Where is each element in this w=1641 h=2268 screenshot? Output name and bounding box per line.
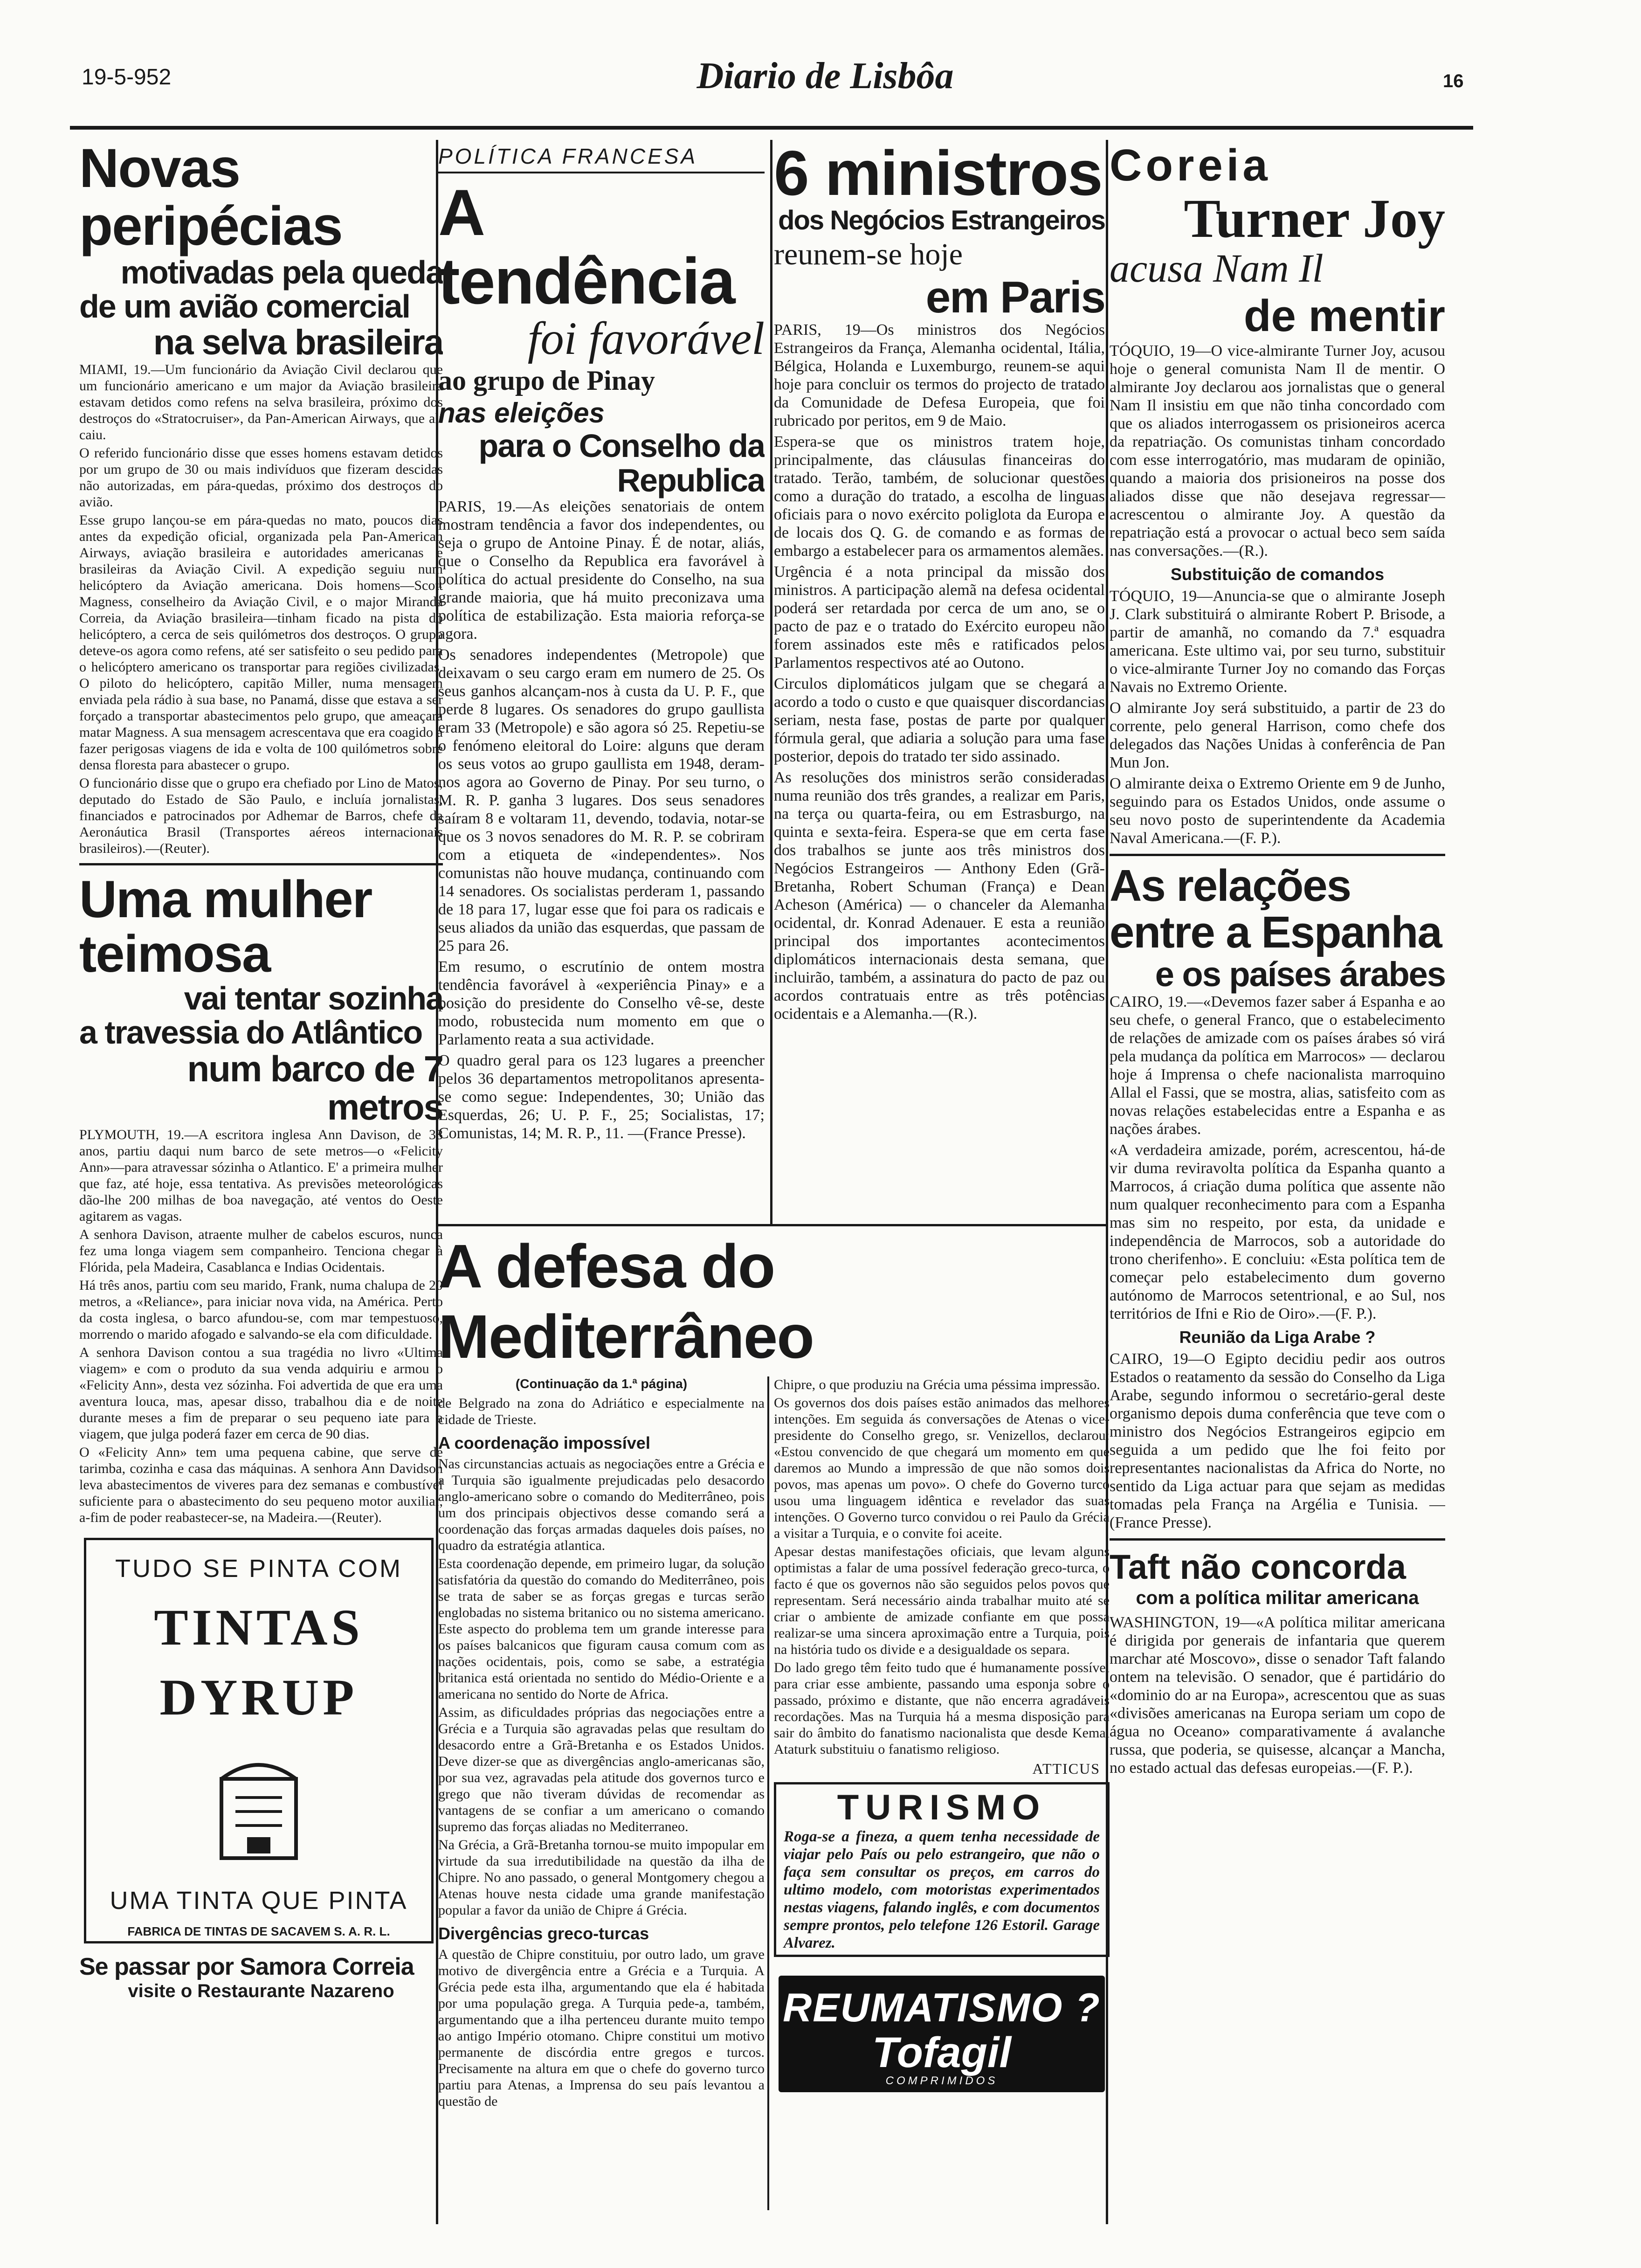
column-4 (1110, 140, 1445, 2224)
article-espanha-arabes (1110, 860, 1445, 1532)
ad-brand: Tofagil (872, 2029, 1012, 2076)
paragraph: O quadro geral para os 123 lugares a preencher pelos 36 departamentos metropolitanos apresenta-se como segue: Independentes, 30; União das Esquerdas, 26; U. P. F., 25; Socialistas, 17; Comunistas, 14; M. R. P., 11. —(France Presse). (438, 1052, 765, 1142)
headline: Novas peripécias (79, 140, 342, 257)
column-rule-2 (770, 140, 772, 1226)
headline-line: num barco de 7 metros (187, 1048, 443, 1127)
paragraph: Esse grupo lançou-se em pára-quedas no mato, poucos dias antes da expedição oficial, organizada pela Pan-American Airways, aviação brasileira e autoridades americanas e brasileiras da Aviação Civil. A expedição seguiu num helicóptero da Aviação americana. Dois homens—Scott Magness, conselheiro da Aviação Civil, e o major Miranda Correia, da Aviação brasileira—tinham ficado na pista do helicóptero, a cerca de seis quilómetros dos destroços. O grupo deteve-os agora como refens, até ser satisfeito o seu pedido para o helicóptero americano os transportar para regiões civilizadas. O piloto do helicóptero, capitão Miller, numa mensagem enviada pela rádio à sua base, no Panamá, disse que estava a ser forçado a transportar abastecimentos pelo grupo, que ameaçara matar Magness. A sua mensagem acrescentava que era coagido a fazer perigosas viagens de ida e volta de 100 quilómetros sobre densa floresta para abastecer o grupo. (79, 512, 443, 773)
paragraph: Apesar destas manifestações oficiais, que levam alguns optimistas a falar de uma possível federação greco-turca, o facto é que os governos não são seguidos pelos povos que representam. Será necessário ainda trabalhar muito até se criar o ambiente de amizade confiante em que possa realizar-se uma sincera aproximação entre a Turquia, pois na história tudo os divide e a desigualdade os separa. (774, 1544, 1110, 1657)
article-mulher-teimosa (79, 872, 443, 1526)
ad-tagline: TUDO SE PINTA COM (115, 1554, 403, 1583)
mediterraneo-right-column (774, 1376, 1110, 2210)
paragraph: Espera-se que os ministros tratem hoje, principalmente, das cláusulas financeiras do tratado. Terão, também, de solucionar questões como a duração do tratado, a escolha de linguas oficiais para o novo exército poliglota da Europa e de locais dos Q. G. de comando e as formas de embargo a estabelecer para os armamentos alemães. (774, 433, 1105, 560)
paragraph: Na Grécia, a Grã-Bretanha tornou-se muito impopular em virtude da sua irredutibilidade na questão da ilha de Chipre. No ano passado, o general Montgomery chegou a Atenas houve nesta cidade uma grande manifestação popular a favor da união de Chipre á Grécia. (438, 1837, 765, 1918)
headline-line: a travessia do Atlântico (79, 1014, 422, 1051)
section-rule (1110, 1538, 1445, 1541)
paragraph: O referido funcionário disse que esses homens estavam detidos por um grupo de 30 ou mais indivíduos que fizeram descidas não autorizadas, em pára-quedas, próximo dos destroços do avião. (79, 445, 443, 510)
paragraph: A senhora Davison contou a sua tragédia no livro «Ultima viagem» e com o produto da sua venda adquiriu e armou o «Felicity Ann», desta vez sózinha. Foi advertida de que era uma aventura louca, mas, apesar disso, trabalhou dia e de noite durante meses a fim de preparar o seu pequeno iate para a viagem, que julga poderá fazer em cerca de 90 dias. (79, 1344, 443, 1442)
paragraph: de Belgrado na zona do Adriático e especialmente na cidade de Trieste. (438, 1396, 765, 1427)
paragraph: As resoluções dos ministros serão consideradas numa reunião dos três grandes, a realizar em Paris, na terça ou quarta-feira, ou em Estrasburgo, na quinta e sexta-feira. Espera-se que em certa fase dos trabalhos se junte aos três ministros dos Negócios Estrangeiros — Anthony Eden (Grã-Bretanha, Robert Schuman (França) e Dean Acheson (América) — o chanceler da Alemanha ocidental, dr. Konrad Adenauer. E esta a reunião principal dos importantes acontecimentos diplomáticos internacionais desta semana, que incluirão, também, a assinatura do pacto de paz ou acordos contratuais entre as três potências ocidentais e a Alemanha.—(R.). (774, 769, 1105, 1023)
section-kicker: POLÍTICA FRANCESA (438, 144, 765, 173)
paragraph: Circulos diplomáticos julgam que se chegará a acordo a todo o custo e que quaisquer discordancias seriam, nesta fase, postas de parte por qualquer fórmula geral, que adiaria a solução para uma fase posterior, depois do tratado ter sido assinado. (774, 675, 1105, 766)
page-number: 16 (1443, 71, 1464, 91)
article-taft (1110, 1547, 1445, 1777)
paragraph: CAIRO, 19—O Egipto decidiu pedir aos outros Estados o reatamento da sessão do Conselho da Liga Arabe, segundo informou o secretário-geral deste organismo depois duma conferência que teve com o ministro dos Negócios Estrangeiros egipcio em seguida a um pedido que lhe foi feito por representantes nacionalistas da Africa do Norte, no sentido da Liga actuar para que sejam as medidas tomadas pela França na Argélia e Tunisia. — (France Presse). (1110, 1350, 1445, 1531)
article-coreia (1110, 140, 1445, 847)
restaurant-ad-line: Se passar por Samora Correia (79, 1953, 414, 1980)
masthead-rule (70, 126, 1473, 130)
headline-line: motivadas pela queda (120, 254, 443, 290)
ad-tintas-dyrup (84, 1538, 434, 1943)
ad-slogan: UMA TINTA QUE PINTA (110, 1886, 408, 1915)
column-3 (774, 140, 1105, 1226)
section-rule (1110, 854, 1445, 856)
subheading: A coordenação impossível (438, 1433, 650, 1452)
subheading: Divergências greco-turcas (438, 1924, 649, 1943)
headline-line: e os países árabes (1155, 955, 1445, 994)
issue-date: 19-5-952 (82, 65, 172, 90)
paragraph: O almirante Joy será substituido, a partir de 23 do corrente, pelo general Harrison, como chefe dos delegados das Nações Unidas à conferência de Pan Mun Jon. (1110, 699, 1445, 771)
ad-brand-line: DYRUP (159, 1668, 358, 1726)
section-label: Coreia (1110, 140, 1271, 190)
headline: A tendência (438, 176, 735, 318)
ad-subtitle: COMPRIMIDOS (885, 2074, 998, 2087)
paragraph: A senhora Davison, atraente mulher de cabelos escuros, nunca fez uma longa viagem sem companheiro. Tenciona chegar à Flórida, pela Madeira, Casablanca e Indias Ocidentais. (79, 1226, 443, 1275)
headline: As relações entre a Espanha (1110, 860, 1441, 958)
paragraph: Do lado grego têm feito tudo que é humanamente possível para criar esse ambiente, passando uma esponja sobre o passado, próximo e distante, que não encerra agradáveis recordações. Mas na Turquia há a mesma disposição para sair do âmbito do fanatismo nacionalista que desde Kemal Ataturk substituiu o fanatismo religioso. (774, 1660, 1110, 1757)
section-rule (438, 1224, 1107, 1226)
paragraph: Há três anos, partiu com seu marido, Frank, numa chalupa de 20 metros, a «Reliance», para iniciar nova vida, na América. Perto da costa inglesa, o barco afundou-se, com mar tempestuoso, morrendo o marido afogado e salvando-se ela com dificuldade. (79, 1277, 443, 1342)
paragraph: O almirante deixa o Extremo Oriente em 9 de Junho, seguindo para os Estados Unidos, onde assume o seu novo posto de superintendente da Academia Naval Americana.—(F. P.). (1110, 774, 1445, 847)
headline-line: vai tentar sozinha (184, 980, 443, 1016)
headline: A defesa do Mediterrâneo (438, 1232, 814, 1371)
headline: Uma mulher teimosa (79, 870, 372, 983)
ad-text: Roga-se a fineza, a quem tenha necessidade de viajar pelo País ou pelo estrangeiro, que não o faça sem consultar os preços, em carros do ultimo modelo, com motoristas experimentados nestas viagens, falando inglês, e com documentos sempre prontos, pelo telefone 126 Estoril. Garage Alvarez. (784, 1828, 1100, 1951)
paragraph: Os senadores independentes (Metropole) que deixavam o seu cargo eram em numero de 25. Os seus ganhos alcançam-nos à custa da U. P. F., que perde 8 lugares. Os senadores do grupo gaullista eram 33 (Metropole) e são agora só 25. Repetiu-se o fenómeno eleitoral do Loire: alguns que deram os seus votos ao grupo gaullista em 1948, deram-nos agora ao Governo de Pinay. Por seu turno, o M. R. P. ganha 3 lugares. Dos seus senadores saíram 8 e voltaram 11, devendo, todavia, notar-se que os 3 novos senadores do M. R. P. se cobriram com a etiqueta de «independentes». Nos comunistas não houve mudança, continuando com 14 senadores. Os socialistas perderam 1, passando de 18 para 17, lugar esse que foi para os radicais e seus aliados da união das esquerdas, que passam de 25 para 26. (438, 646, 765, 954)
headline-line: acusa Nam Il (1110, 246, 1324, 290)
paragraph: A questão de Chipre constituiu, por outro lado, um grave motivo de divergência entre a Grécia e a Turquia. A Grécia pede esta ilha, argumentando que ela é habitada por uma população grega. A Turquia pede-a, também, argumentando que a ilha pertenceu durante muito tempo ao antigo Império otomano. Chipre constitui um motivo permanente de discórdia entre gregos e turcos. Precisamente na altura em que o chefe do governo turco partiu para Atenas, a Imprensa do seu país levantou a questão de (438, 1947, 765, 2109)
paragraph: Os governos dos dois países estão animados das melhores intenções. Em seguida ás conversações de Atenas o vice-presidente do Conselho grego, sr. Venizellos, declarou: «Estou convencido de que chegará um momento em que daremos ao Mundo a impressão de que não somos dois povos, mas apenas um povo». O chefe do Governo turco usou uma linguagem idêntica e revelador das suas intenções. O Governo turco convidou o rei Paulo da Grécia a visitar a Turquia, e o convite foi aceite. (774, 1395, 1110, 1541)
headline: Taft não concorda (1110, 1547, 1406, 1586)
paragraph: «A verdadeira amizade, porém, acrescentou, há-de vir duma reviravolta política da Espanha quanto a Marrocos, á criação duma política que assente não num qualquer reconhecimento para com a Espanha mas sim no respeito, por esta, da unidade e independência de Marrocos, sob a autoridade do trono cherifenho». E concluiu: «Esta política tem de começar pelo estabelecimento dum governo autónomo de Marrocos setentrional, e ao Sul, nos territórios de Ifni e Rio de Oiro».—(F. P.). (1110, 1141, 1445, 1322)
headline-line: foi favorável (527, 312, 765, 364)
column-2 (438, 140, 765, 1226)
paint-can-icon (203, 1746, 315, 1867)
ad-title: TURISMO (837, 1788, 1047, 1827)
headline-line: em Paris (925, 272, 1105, 322)
section-rule (79, 863, 443, 865)
newspaper-title: Diario de Lisbôa (696, 55, 954, 97)
paragraph: O funcionário disse que o grupo era chefiado por Lino de Matos, deputado do Estado de São Paulo, e incluía jornalistas, financiados e patrocinados por Adhemar de Barros, chefe da Aeronáutica Brasil (Transportes aéreos internacionais brasileiros).—(Reuter). (79, 775, 443, 856)
mediterraneo-left-column (438, 1376, 765, 2210)
paragraph: CAIRO, 19.—«Devemos fazer saber á Espanha e ao seu chefe, o general Franco, que o estabelecimento de relações de amizade com os países árabes só virá pela mudança da política em Marrocos» — declarou hoje á Imprensa o chefe nacionalista marroquino Allal el Fassi, que se mostra, alias, satisfeito com as novas relações estabelecidas entre a Espanha e as nações árabes. (1110, 993, 1445, 1138)
subheading: Reunião da Liga Arabe ? (1179, 1327, 1376, 1347)
headline-line: nas eleições (438, 397, 605, 429)
subheading: Substituição de comandos (1170, 564, 1385, 584)
paragraph: TÓQUIO, 19—O vice-almirante Turner Joy, acusou hoje o general comunista Nam Il de mentir. O almirante Joy declarou aos jornalistas que o general Nam Il insistiu em que não tinha concordado com que os aliados interrogassem os prisioneiros acerca da repatriação. Os comunistas tinham concordado com esse interrogatório, mas mudaram de opinião, quando a maioria dos prisioneiros na posse dos aliados disse que não desejava regressar—acrescentou o almirante Joy. A questão da repatriação está a provocar o actual beco sem saída nas conversações.—(R.). (1110, 342, 1445, 560)
continuation-note: (Continuação da 1.ª página) (515, 1376, 688, 1391)
paragraph: PARIS, 19—Os ministros dos Negócios Estrangeiros da França, Alemanha ocidental, Itália, Bélgica, Holanda e Luxemburgo, reunem-se aqui hoje para concluir os termos do projecto de tratado da Comunidade de Defesa Europeia, que foi rubricado por peritos, em 9 de Maio. (774, 321, 1105, 430)
headline-line: reunem-se hoje (774, 237, 963, 271)
headline-line: dos Negócios Estrangeiros (778, 205, 1105, 235)
paragraph: Nas circunstancias actuais as negociações entre a Grécia e a Turquia são igualmente prejudicadas pelo desacordo anglo-americano sobre o comando do Mediterrâneo, pois um dos principais objectivos desse comando será a coordenação das forças armadas daqueles dois países, no quadro da estratégia atlantica. (438, 1456, 765, 1553)
paragraph: WASHINGTON, 19—«A política militar americana é dirigida por generais de infantaria que querem marchar até Moscovo», disse o senador Taft falando ontem na televisão. O senador, que é partidário do «dominio do ar na Europa», acrescentou que as suas «divisões americanas na Europa seriam um copo de água no Oceano» comparativamente á avalanche russa, que poderia, se quisesse, alcançar a Mancha, no estado actual das defesas europeias.—(F. P.). (1110, 1613, 1445, 1777)
restaurant-ad-line: visite o Restaurante Nazareno (128, 1980, 394, 2001)
headline-line: para o Conselho da Republica (478, 428, 765, 498)
paragraph: PLYMOUTH, 19.—A escritora inglesa Ann Davison, de 38 anos, partiu daqui num barco de sete metros—o «Felicity Ann»—para atravessar sózinha o Atlantico. E' a primeira mulher que faz, até hoje, essa tentativa. As previsões meteorológicas dão-lhe 200 milhas de boa navegação, até ventos do Oeste agitarem as vagas. (79, 1127, 443, 1224)
column-rule (767, 1376, 769, 2210)
paragraph: MIAMI, 19.—Um funcionário da Aviação Civil declarou que um funcionário americano e um major da Aviação brasileira estavam detidos como refens na selva brasileira, próximo dos destroços do «Stratocruiser», da Pan-American Airways, que ali caiu. (79, 361, 443, 443)
paragraph: Em resumo, o escrutínio de ontem mostra tendência favorável à «experiência Pinay» e a posição do presidente do Conselho vê-se, deste modo, robustecida num momento em que o Parlamento reata a sua actividade. (438, 958, 765, 1048)
ad-brand-line: TINTAS (154, 1598, 364, 1656)
paragraph: TÓQUIO, 19—Anuncia-se que o almirante Joseph J. Clark substituirá o almirante Robert P. Brisode, a partir de amanhã, no comando da 7.ª esquadra americana. Este ultimo vai, por seu turno, substituir o vice-almirante Turner Joy no comando das Forças Navais no Extremo Oriente. (1110, 587, 1445, 696)
ad-tofagil (779, 1976, 1105, 2092)
article-mediterraneo (438, 1231, 1110, 2210)
paragraph: Esta coordenação depende, em primeiro lugar, da solução satisfatória da questão do comando do Mediterrâneo, pois se trata de saber se as forças gregas e turcas serão englobadas no sistema britanico ou no sistema americano. Este aspecto do problema tem um grande interesse para os países balcanicos que figuram causa comum com as nações ocidentais, pois, como se sabe, a estratégia britanica está orientada no sentido do Médio-Oriente e a americana no sentido do Norte de Africa. (438, 1556, 765, 1702)
paragraph: Assim, as dificuldades próprias das negociações entre a Grécia e a Turquia são agravadas pelas que resultam do desacordo entre a Grã-Bretanha e os Estados Unidos. Deve dizer-se que as divergências anglo-americanas são, por sua vez, agravadas pela atitude dos governos turco e grego que não tiveram dúvidas de recomendar as vantagens de se confiar a um americano o comando supremo das forças aliadas no Mediterraneo. (438, 1705, 765, 1834)
article-aviao (79, 140, 443, 857)
ad-headline: REUMATISMO ? (783, 1985, 1101, 2030)
ad-turismo (774, 1782, 1110, 1957)
headline-line: de um avião comercial (79, 288, 410, 325)
paragraph: Urgência é a nota principal da missão dos ministros. A participação alemã na defesa ocidental poderá ser retardada por cerca de um ano, se o pacto de paz e o tratado do Exército europeu não forem assinados este mês e ratificados pelos Parlamentos respectivos até ao Outono. (774, 563, 1105, 672)
ad-company: FABRICA DE TINTAS DE SACAVEM S. A. R. L. (127, 1924, 390, 1938)
author-signature: ATTICUS (1032, 1760, 1100, 1777)
paragraph: O «Felicity Ann» tem uma pequena cabine, que serve de tarimba, cozinha e casa das máquinas. A senhora Ann Davidson leva abastecimentos de viveres para dez semanas e combustível suficiente para o abastecimento do seu pequeno motor auxiliar, a-fim de poder reabastecer-se, na Madeira.—(Reuter). (79, 1444, 443, 1525)
paragraph: PARIS, 19.—As eleições senatoriais de ontem mostram tendência a favor dos independentes, ou seja o grupo de Antoine Pinay. É de notar, aliás, que o Conselho da Republica era favorável à política do actual presidente do Conselho, na sua grande maioria, que há muito preconizava uma política de estabilização. Esta maioria reforça-se agora. (438, 498, 765, 643)
headline-line: de mentir (1243, 290, 1445, 341)
headline: 6 ministros (774, 140, 1102, 208)
headline: Turner Joy (1184, 188, 1445, 249)
headline-line: ao grupo de Pinay (438, 365, 655, 396)
headline-line: com a política militar americana (1136, 1587, 1419, 1608)
headline-line: na selva brasileira (153, 322, 443, 362)
column-1 (79, 140, 443, 2224)
paragraph: Chipre, o que produziu na Grécia uma péssima impressão. (774, 1377, 1100, 1392)
